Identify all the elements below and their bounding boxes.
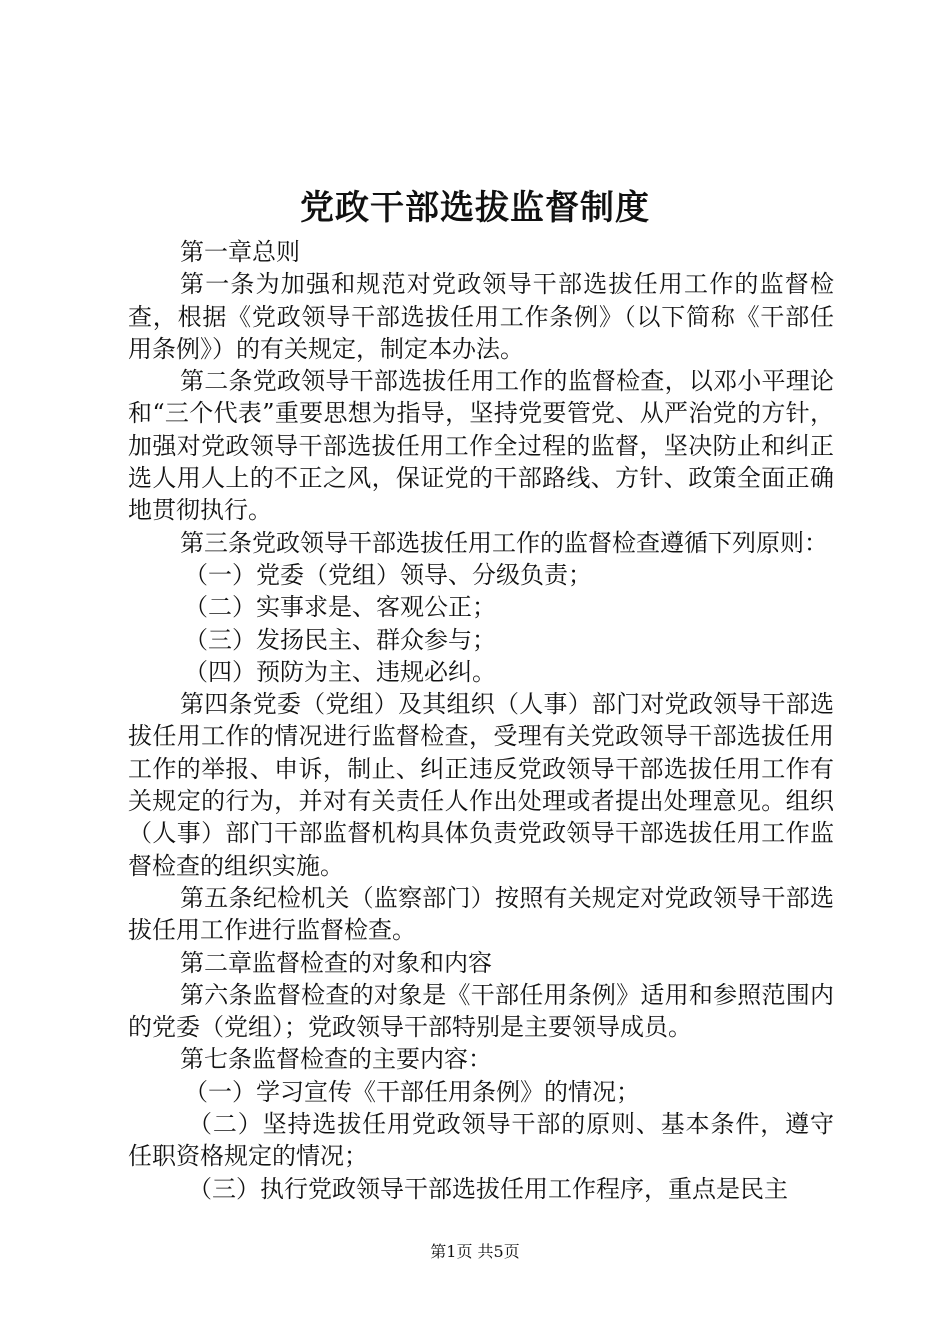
list-item: （二）坚持选拔任用党政领导干部的原则、基本条件，遵守任职资格规定的情况； [128,1110,834,1171]
chapter-heading: 第二章监督检查的对象和内容 [180,948,492,977]
list-item: （四）预防为主、违规必纠。 [184,657,496,686]
article-paragraph: 第三条党政领导干部选拔任用工作的监督检查遵循下列原则： [180,528,828,557]
document-title: 党政干部选拔监督制度 [300,188,650,228]
article-paragraph: 第四条党委（党组）及其组织（人事）部门对党政领导干部选拔任用工作的情况进行监督检查，受理有关党政领导干部选拔任用工作的举报、申诉，制止、纠正违反党政领导干部选拔任用工作有关规定的行为，并对有关责任人作出处理或者提出处理意见。组织（人事）部门干部监督机构具体负责党政领导干部选拔任用工作监督检查的组织实施。 [128,690,834,880]
article-paragraph: 第五条纪检机关（监察部门）按照有关规定对党政领导干部选拔任用工作进行监督检查。 [128,883,834,945]
article-paragraph: 第一条为加强和规范对党政领导干部选拔任用工作的监督检查，根据《党政领导干部选拔任用工作条例》（以下简称《干部任用条例》）的有关规定，制定本办法。 [128,270,834,363]
list-item: （一）党委（党组）领导、分级负责； [184,560,592,589]
list-item: （二）实事求是、客观公正； [184,593,496,622]
page-footer: 第1页 共5页 [430,1242,520,1261]
article-paragraph: 第二条党政领导干部选拔任用工作的监督检查，以邓小平理论和“三个代表”重要思想为指导，坚持党要管党、从严治党的方针，加强对党政领导干部选拔任用工作全过程的监督，坚决防止和纠正选人用人上的不正之风，保证党的干部路线、方针、政策全面正确地贯彻执行。 [128,367,834,525]
chapter-heading: 第一章总则 [180,238,300,266]
list-item: （三）执行党政领导干部选拔任用工作程序，重点是民主 [188,1174,788,1203]
list-item: （三）发扬民主、群众参与； [184,625,496,654]
document-body [128,236,834,1205]
list-item: （一）学习宣传《干部任用条例》的情况； [184,1077,640,1106]
article-paragraph: 第七条监督检查的主要内容： [180,1045,492,1074]
article-paragraph: 第六条监督检查的对象是《干部任用条例》适用和参照范围内的党委（党组）；党政领导干部特别是主要领导成员。 [128,980,834,1042]
